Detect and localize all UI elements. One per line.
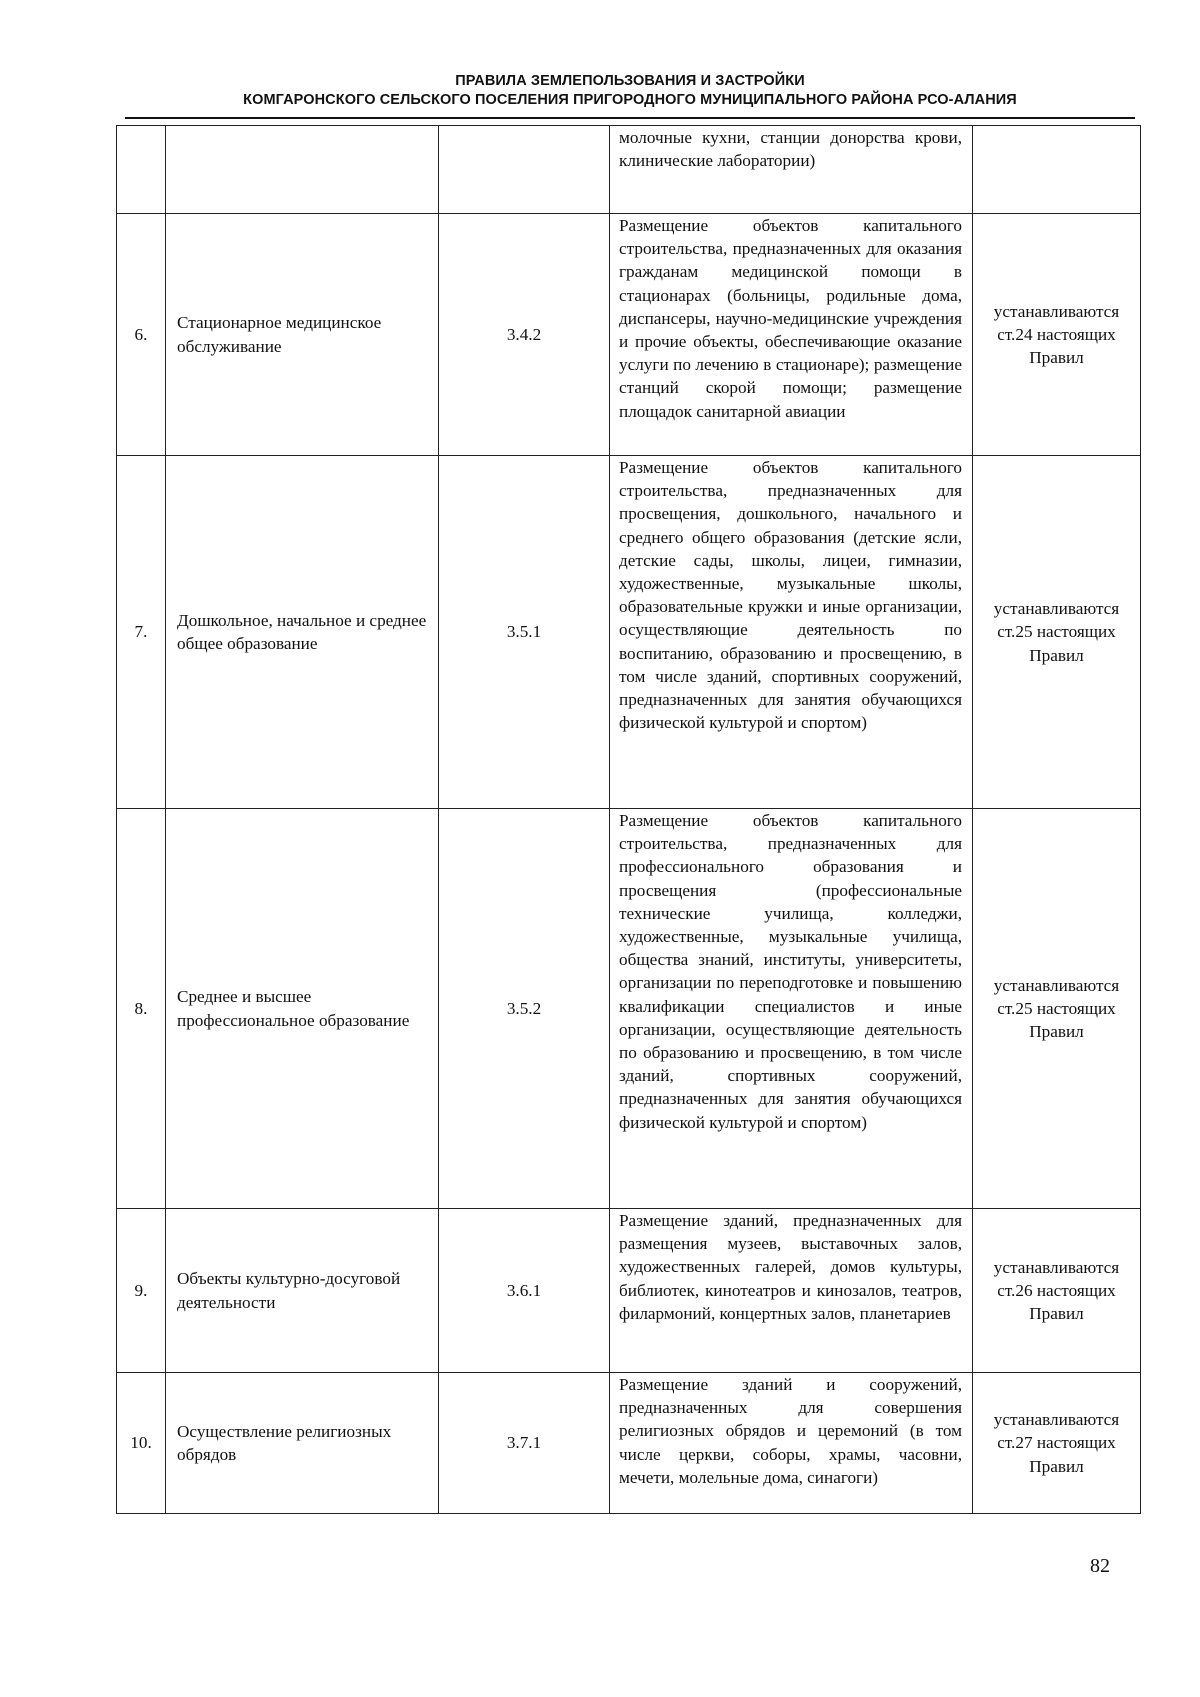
header-title-line2: КОМГАРОНСКОГО СЕЛЬСКОГО ПОСЕЛЕНИЯ ПРИГОРОДНОГО МУНИЦИПАЛЬНОГО РАЙОНА РСО-АЛАНИЯ [243,92,1017,108]
row-code: 3.7.1 [439,1373,610,1514]
row-description-cell [610,1209,973,1373]
row-name: Дошкольное, начальное и среднее общее образование [166,456,439,809]
row-name: Осуществление религиозных обрядов [166,1373,439,1514]
row-code: 3.5.1 [439,456,610,809]
row-code: 3.6.1 [439,1209,610,1373]
row-description: Размещение зданий и сооружений, предназначенных для совершения религиозных обрядов и церемоний (в том числе церкви, соборы, храмы, часовни, мечети, молельные дома, синагоги) [619,1375,962,1487]
row-code: 3.4.2 [439,214,610,456]
row-description-cell [610,809,973,1209]
table-row [117,1209,1141,1373]
table-row [117,456,1141,809]
row-description-cell [610,126,973,214]
row-description: Размещение объектов капитального строительства, предназначенных для профессионального образования и просвещения (профессиональные технические училища, колледжи, художественные, музыкальные училища, общества знаний, институты, университеты, организации по переподготовке и повышению квалификации специалистов и иные организации, осуществляющие деятельность по образованию и просвещению, в том числе зданий, спортивных сооружений, предназначенных для занятия обучающихся физической культурой и спортом) [619,811,962,1132]
row-description: Размещение объектов капитального строительства, предназначенных для просвещения, дошкольного, начального и среднего общего образования (детские ясли, детские сады, школы, лицеи, гимназии, художественные, музыкальные школы, образовательные кружки и иные организации, осуществляющие деятельность по воспитанию, образованию и просвещению, в том числе зданий, спортивных сооружений, предназначенных для занятия обучающихся физической культурой и спортом) [619,458,962,733]
header-title-line1: ПРАВИЛА ЗЕМЛЕПОЛЬЗОВАНИЯ И ЗАСТРОЙКИ [455,73,805,89]
table-row [117,214,1141,456]
row-description-cell [610,456,973,809]
header-divider [125,117,1135,119]
row-description: Размещение зданий, предназначенных для размещения музеев, выставочных залов, художественных галерей, домов культуры, библиотек, кинотеатров и кинозалов, театров, филармоний, концертных залов, планетариев [619,1211,962,1323]
row-name: Объекты культурно-досуговой деятельности [166,1209,439,1373]
table-row [117,1373,1141,1514]
row-description: Размещение объектов капитального строительства, предназначенных для оказания гражданам медицинской помощи в стационарах (больницы, родильные дома, диспансеры, научно-медицинские учреждения и прочие объекты, обеспечивающие оказание услуги по лечению в стационаре); размещение станций скорой помощи; размещение площадок санитарной авиации [619,216,962,421]
page-number: 82 [1090,1555,1110,1577]
row-number: 10. [117,1373,166,1514]
row-number: 7. [117,456,166,809]
row-name-cell [166,126,439,214]
row-description-cell [610,214,973,456]
document-header [125,72,1135,110]
row-params: устанавливаются ст.26 настоящих Правил [973,1209,1141,1373]
row-name: Стационарное медицинское обслуживание [166,214,439,456]
row-params: устанавливаются ст.25 настоящих Правил [973,456,1141,809]
row-params: устанавливаются ст.27 настоящих Правил [973,1373,1141,1514]
row-code-cell [439,126,610,214]
row-params: устанавливаются ст.25 настоящих Правил [973,809,1141,1209]
row-number: 9. [117,1209,166,1373]
row-name: Среднее и высшее профессиональное образование [166,809,439,1209]
table-row [117,809,1141,1209]
row-description: молочные кухни, станции донорства крови, клинические лаборатории) [619,128,962,171]
row-params: устанавливаются ст.24 настоящих Правил [973,214,1141,456]
row-params-cell [973,126,1141,214]
row-description-cell [610,1373,973,1514]
row-number-cell [117,126,166,214]
row-number: 6. [117,214,166,456]
table-row-continuation [117,126,1141,214]
row-number: 8. [117,809,166,1209]
row-code: 3.5.2 [439,809,610,1209]
land-use-table [116,125,1141,1514]
